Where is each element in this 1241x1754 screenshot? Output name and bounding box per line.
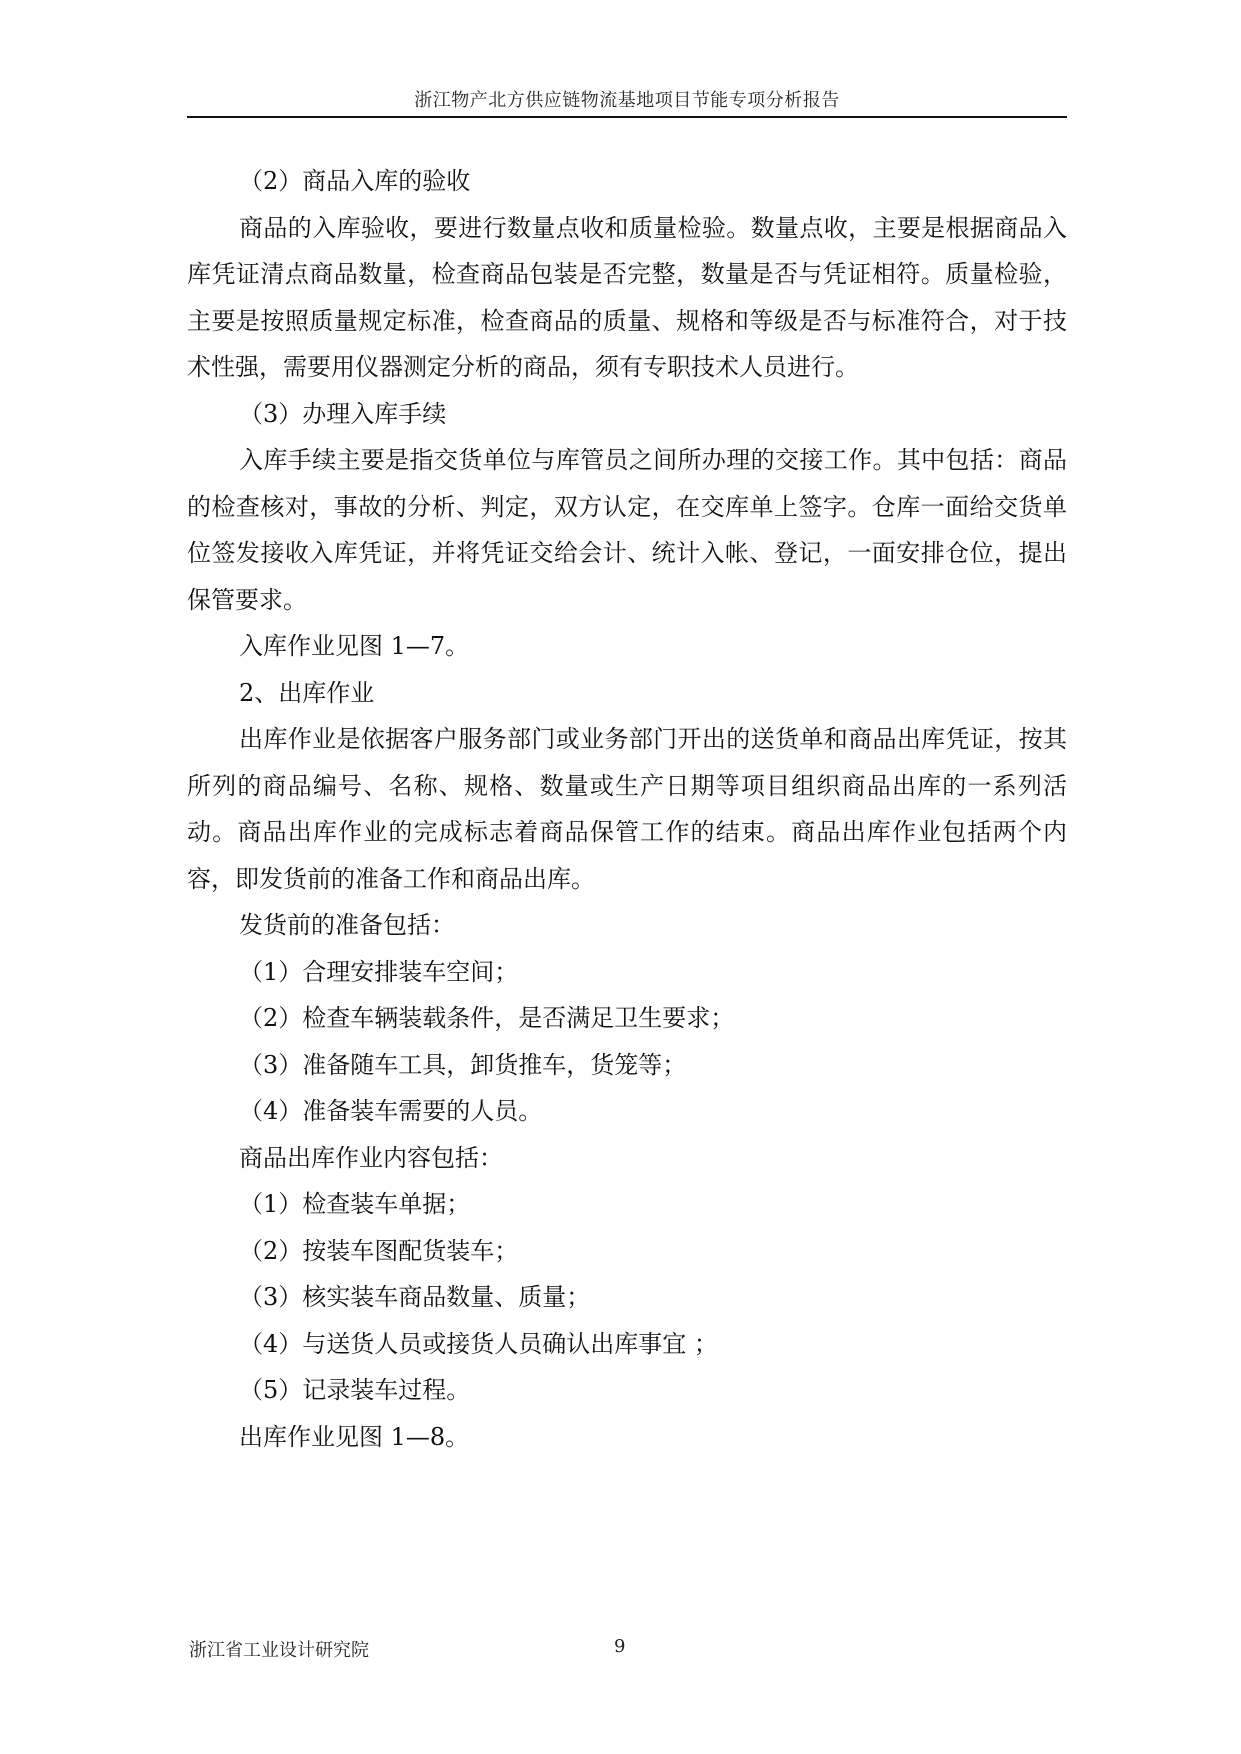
subheading-procedures: （3）办理入库手续	[239, 399, 447, 428]
list-item: （1）合理安排装车空间；	[239, 957, 519, 986]
figure-reference-1-7: 入库作业见图 1—7。	[239, 632, 470, 660]
paragraph-acceptance: 商品的入库验收，要进行数量点收和质量检验。数量点收，主要是根据商品入库凭证清点商品数量，检查商品包装是否完整，数量是否与凭证相符。质量检验，主要是按照质量规定标准，检查商品的质量、规格和等级是否与标准符合，对于技术性强，需要用仪器测定分析的商品，须有专职技术人员进行。	[187, 213, 1067, 381]
list-item: （1）检查装车单据；	[239, 1190, 471, 1218]
running-header-title: 浙江物产北方供应链物流基地项目节能专项分析报告	[414, 90, 840, 111]
header-divider	[187, 116, 1067, 118]
list-item: （4）准备装车需要的人员。	[239, 1097, 543, 1125]
page-number: 9	[614, 1636, 626, 1657]
paragraph-outbound: 出库作业是依据客户服务部门或业务部门开出的送货单和商品出库凭证，按其所列的商品编号、名称、规格、数量或生产日期等项目组织商品出库的一系列活动。商品出库作业的完成标志着商品保管工作的结束。商品出库作业包括两个内容，即发货前的准备工作和商品出库。	[187, 725, 1067, 893]
list-intro-preparation: 发货前的准备包括：	[239, 911, 455, 939]
list-intro-outbound-contents: 商品出库作业内容包括：	[239, 1143, 503, 1172]
section-heading-outbound: 2、出库作业	[239, 678, 375, 707]
list-item: （4）与送货人员或接货人员确认出库事宜 ；	[239, 1329, 718, 1358]
figure-reference-1-8: 出库作业见图 1—8。	[239, 1422, 470, 1451]
list-item: （3）核实装车商品数量、质量；	[239, 1283, 591, 1311]
list-item: （2）按装车图配货装车；	[239, 1236, 519, 1265]
list-item: （2）检查车辆装载条件，是否满足卫生要求；	[239, 1004, 735, 1032]
document-body	[187, 158, 1067, 1460]
paragraph-procedures: 入库手续主要是指交货单位与库管员之间所办理的交接工作。其中包括：商品的检查核对，事故的分析、判定，双方认定，在交库单上签字。仓库一面给交货单位签发接收入库凭证，并将凭证交给会计、统计入帐、登记，一面安排仓位，提出保管要求。	[187, 446, 1067, 614]
list-item: （3）准备随车工具，卸货推车，货笼等；	[239, 1050, 687, 1079]
list-item: （5）记录装车过程。	[239, 1376, 471, 1404]
subheading-acceptance: （2）商品入库的验收	[239, 167, 471, 195]
footer-institute: 浙江省工业设计研究院	[189, 1640, 369, 1661]
